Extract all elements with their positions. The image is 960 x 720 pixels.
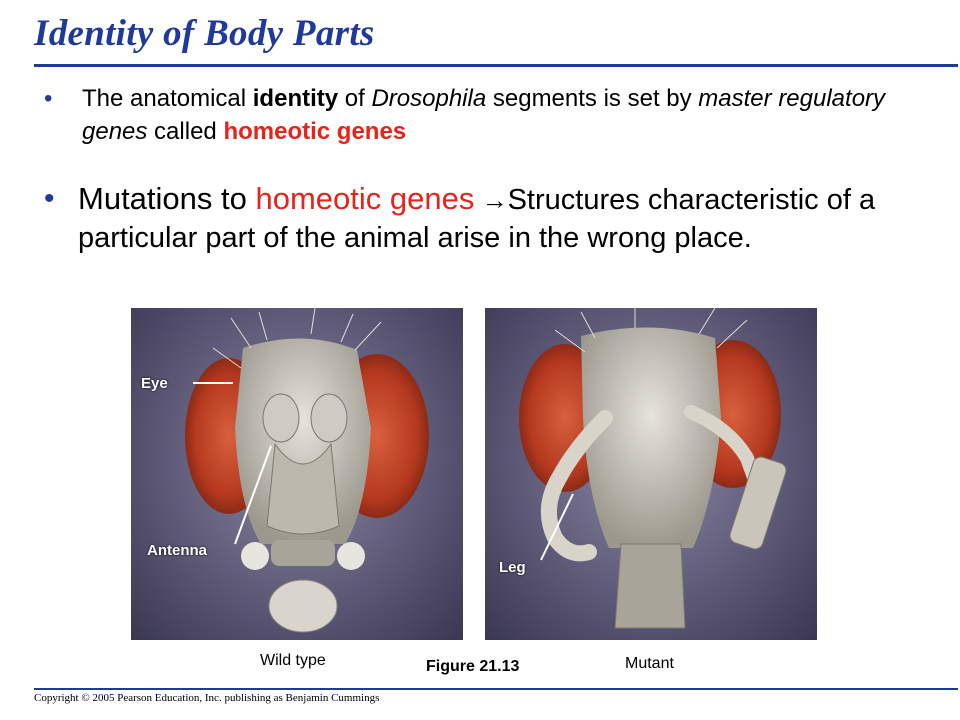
palp-left	[241, 542, 269, 570]
labellum	[269, 580, 337, 632]
text-drosophila: Drosophila	[371, 85, 487, 112]
mutant-fly-head	[485, 308, 817, 640]
text-master-genes: master regulatory genes	[82, 85, 886, 145]
palp-right	[337, 542, 365, 570]
proboscis	[615, 544, 685, 628]
antenna-left	[263, 394, 299, 442]
bullet-dot: •	[44, 182, 55, 215]
bullet-text	[82, 82, 924, 148]
text-identity: identity	[252, 85, 339, 112]
text-structures: Structures	[507, 184, 640, 216]
text-run: Mutations to	[78, 181, 256, 216]
text-run: characteristic of a particular part of the animal arise in the wrong place.	[78, 184, 876, 254]
wild-type-fly-head	[131, 308, 463, 640]
mutant-fly-photo	[485, 308, 817, 640]
text-run: of	[338, 85, 372, 112]
text-homeotic-genes: homeotic genes	[223, 118, 407, 145]
wild-type-fly-photo	[131, 308, 463, 640]
head-capsule	[581, 327, 721, 548]
bullet-text	[78, 180, 924, 257]
footer-divider	[34, 688, 958, 690]
text-homeotic-genes: homeotic genes	[255, 181, 475, 216]
bullet-anatomical-identity	[44, 82, 924, 148]
bullet-dot: •	[44, 85, 53, 112]
text-run: segments is set by	[486, 85, 699, 112]
mutant-caption: Mutant	[625, 655, 674, 672]
text-run: called	[147, 118, 224, 145]
arrow-icon: →	[474, 185, 508, 215]
eye-label: Eye	[141, 375, 168, 392]
proboscis-base	[271, 540, 335, 566]
copyright-notice: Copyright © 2005 Pearson Education, Inc. publishing as Benjamin Cummings	[34, 692, 380, 704]
bullet-mutations	[44, 180, 924, 257]
wild-type-caption: Wild type	[260, 652, 326, 669]
leg-label: Leg	[499, 559, 526, 576]
title-underline	[34, 64, 958, 67]
figure-number: Figure 21.13	[426, 658, 520, 675]
antenna-label: Antenna	[147, 542, 207, 559]
antenna-right	[311, 394, 347, 442]
slide-title: Identity of Body Parts	[34, 13, 375, 54]
text-run: The anatomical	[82, 85, 253, 112]
